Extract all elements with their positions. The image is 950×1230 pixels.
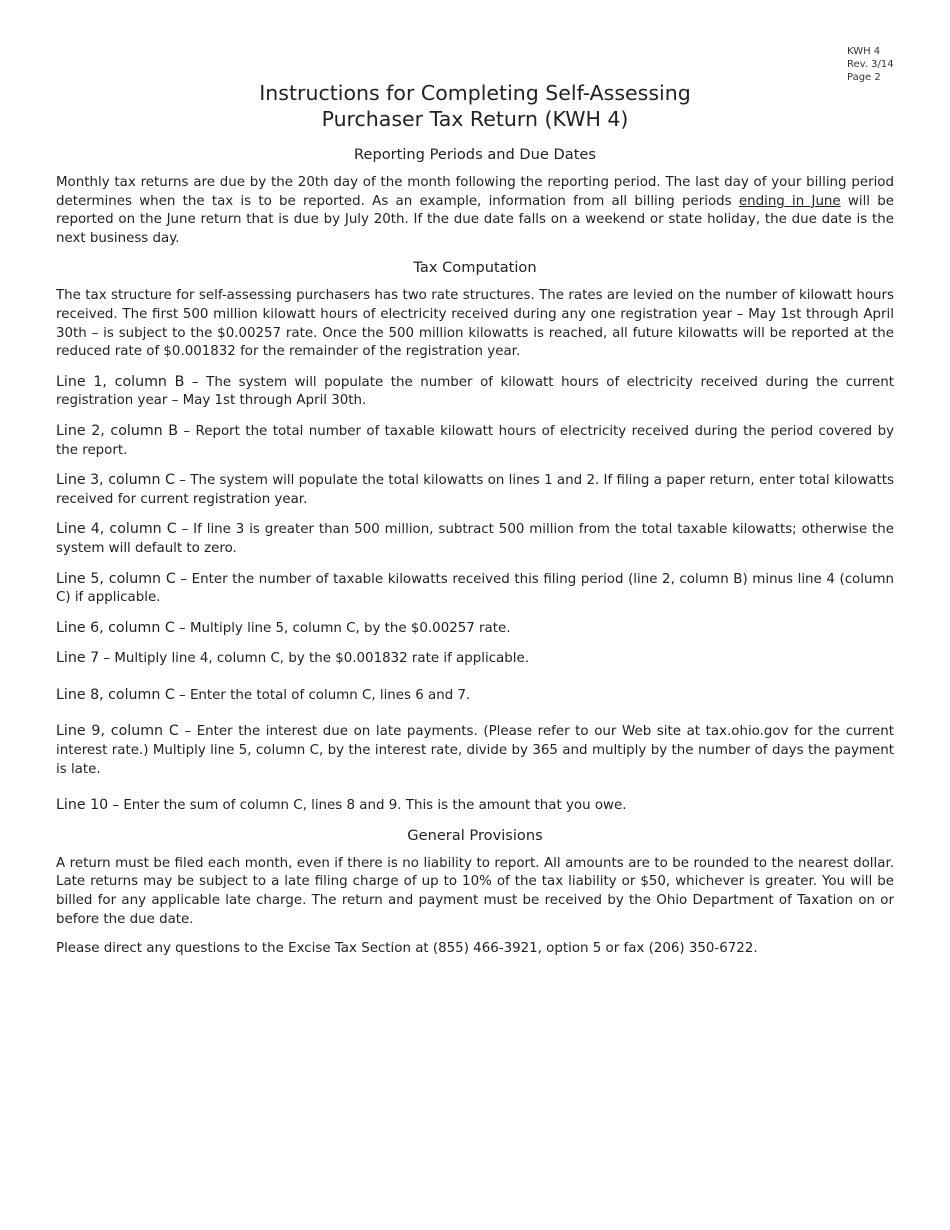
- line-text: – Enter the interest due on late payments. (Please refer to our Web site at tax.ohio.gov for the current interest rate.) Multiply line 5, column C, by the interest rate, divide by 365 and multiply by the number of days the payment is late.: [56, 724, 894, 777]
- contact-paragraph: Please direct any questions to the Excise Tax Section at (855) 466-3921, option 5 or fax (206) 350-6722.: [56, 941, 758, 957]
- form-identifier: [847, 45, 894, 84]
- line-instruction: [56, 422, 894, 460]
- line-text: – Multiply line 5, column C, by the $0.00257 rate.: [174, 620, 511, 636]
- reporting-heading: Reporting Periods and Due Dates: [353, 146, 596, 163]
- reporting-text-after: will be reported on the June return that is due by July 20th. If the due date falls on a weekend or state holiday, the due date is the next business day.: [56, 193, 894, 246]
- line-text: – Report the total number of taxable kilowatt hours of electricity received during the period covered by the report.: [56, 423, 894, 458]
- line-text: – If line 3 is greater than 500 million, subtract 500 million from the total taxable kilowatts; otherwise the system will default to zero.: [56, 522, 895, 556]
- document-body: [56, 146, 894, 970]
- line-label: Line 1, column B: [56, 373, 185, 390]
- form-revision: Rev. 3/14: [847, 59, 894, 70]
- document-title: [0, 80, 950, 132]
- line-instruction: [56, 796, 894, 816]
- computation-intro: The tax structure for self-assessing purchasers has two rate structures. The rates are levied on the number of kilowatt hours received. The first 500 million kilowatt hours of electricity received during any one registration year – May 1st through April 30th – is subject to the $0.00257 rate. Once the 500 million kilowatts is reached, all future kilowatts will be reported at the reduced rate of $0.001832 for the remainder of the registration year.: [56, 288, 894, 360]
- reporting-underlined-text: ending in June: [738, 193, 841, 209]
- general-paragraph: A return must be filed each month, even if there is no liability to report. All amounts are to be rounded to the nearest dollar. Late returns may be subject to a late filing charge of up to 10% of the tax liability or $50, whichever is greater. You will be billed for any applicable late charge. The return and payment must be received by the Ohio Department of Taxation on or before the due date.: [56, 855, 894, 927]
- general-heading: General Provisions: [407, 826, 543, 844]
- reporting-paragraph: [56, 174, 894, 248]
- computation-heading: Tax Computation: [413, 259, 537, 277]
- line-label: Line 2, column B: [56, 422, 179, 439]
- line-instruction: [56, 520, 894, 558]
- line-text: – Enter the total of column C, lines 6 and 7.: [174, 687, 471, 703]
- line-label: Line 7: [56, 650, 100, 667]
- line-label: Line 6, column C: [56, 619, 175, 636]
- reporting-text-before: Monthly tax returns are due by the 20th day of the month following the reporting period. The last day of your billing period determines when the tax is to be reported. As an example, information from all billing periods: [56, 175, 894, 209]
- line-instruction: [56, 649, 894, 669]
- line-label: Line 4, column C: [56, 521, 177, 538]
- line-instruction: [56, 570, 894, 608]
- line-label: Line 9, column C: [56, 723, 179, 740]
- line-text: – The system will populate the total kilowatts on lines 1 and 2. If filing a paper return, enter total kilowatts received for current registration year.: [56, 473, 894, 507]
- line-label: Line 10: [56, 797, 109, 814]
- line-instruction: [56, 722, 894, 779]
- line-instruction: [56, 373, 894, 411]
- line-instruction: [56, 686, 894, 706]
- line-label: Line 3, column C: [56, 472, 175, 489]
- line-text: – Enter the sum of column C, lines 8 and 9. This is the amount that you owe.: [108, 798, 627, 814]
- line-instruction: [56, 471, 894, 509]
- line-text: – Multiply line 4, column C, by the $0.001832 rate if applicable.: [99, 651, 529, 667]
- title-line-1: Instructions for Completing Self-Assessing: [259, 81, 691, 105]
- line-text: – Enter the number of taxable kilowatts received this filing period (line 2, column B) minus line 4 (column C) if applicable.: [56, 571, 894, 606]
- line-instruction: [56, 619, 894, 639]
- page-number: Page 2: [847, 72, 881, 83]
- form-code: KWH 4: [847, 46, 881, 57]
- line-label: Line 8, column C: [56, 686, 175, 703]
- title-line-2: Purchaser Tax Return (KWH 4): [321, 107, 629, 131]
- line-label: Line 5, column C: [56, 570, 176, 587]
- line-text: – The system will populate the number of kilowatt hours of electricity received during the current registration year – May 1st through April 30th.: [56, 374, 894, 409]
